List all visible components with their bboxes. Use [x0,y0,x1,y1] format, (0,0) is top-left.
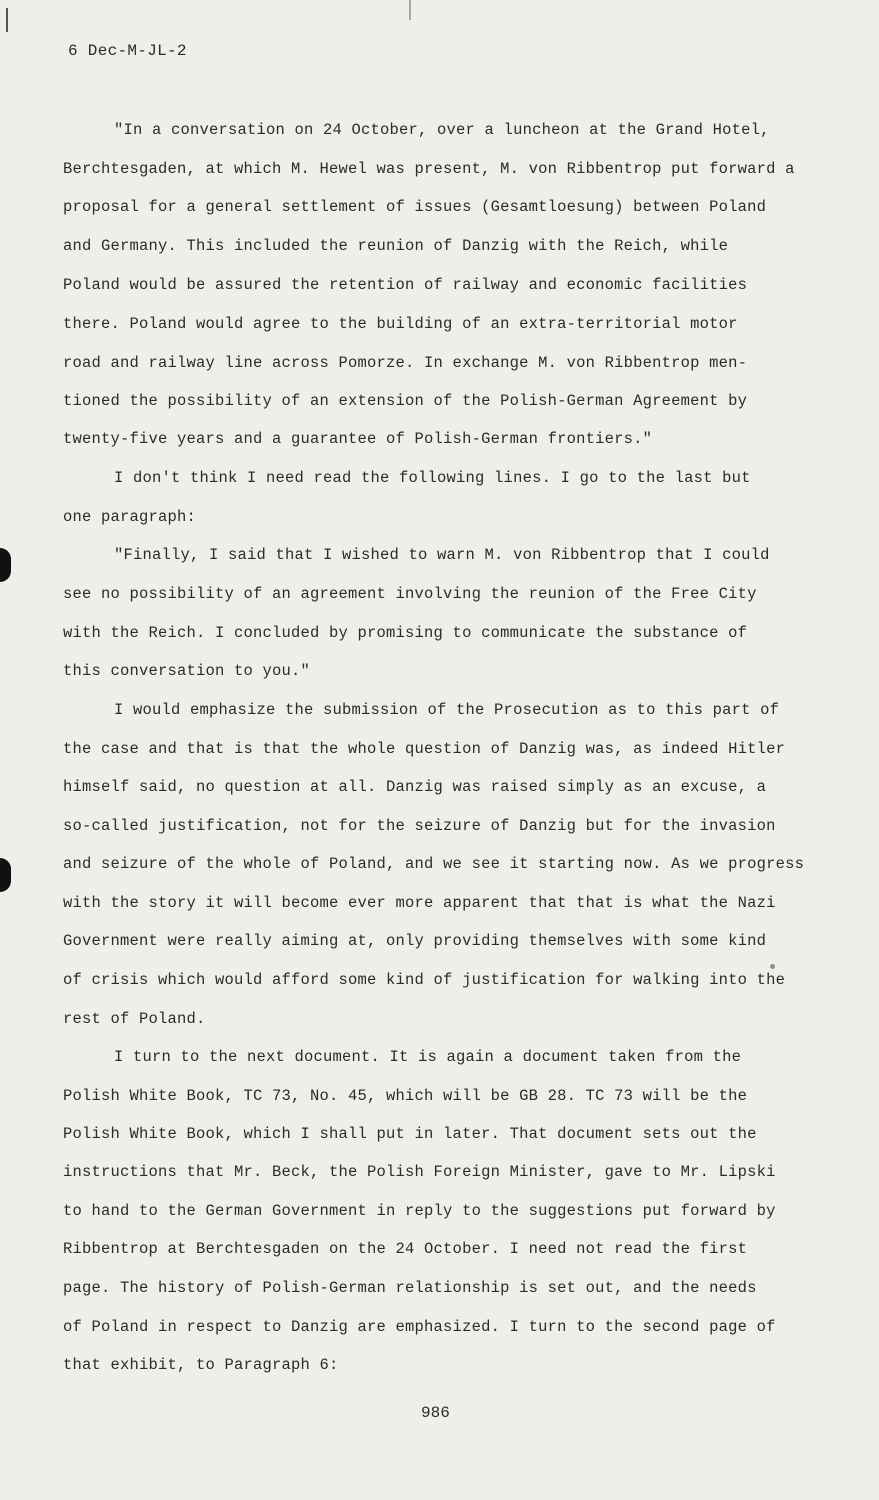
paragraph-4-line-1: I would emphasize the submission of the Prosecution as to this part of [114,701,780,719]
paragraph-4-line-9: rest of Poland. [63,1010,206,1028]
scan-mark [6,8,8,32]
paragraph-1-line-2: Berchtesgaden, at which M. Hewel was present, M. von Ribbentrop put forward a [63,160,795,178]
paragraph-1-line-5: Poland would be assured the retention of railway and economic facilities [63,276,748,294]
ink-dot [770,964,775,969]
paragraph-1-line-9: twenty-five years and a guarantee of Polish-German frontiers." [63,430,653,448]
paragraph-1-line-7: road and railway line across Pomorze. In exchange M. von Ribbentrop men- [63,354,748,372]
paragraph-5-line-6: Ribbentrop at Berchtesgaden on the 24 October. I need not read the first [63,1240,748,1258]
paragraph-3-line-1: "Finally, I said that I wished to warn M. von Ribbentrop that I could [114,546,770,564]
paragraph-5-line-3: Polish White Book, which I shall put in later. That document sets out the [63,1125,757,1143]
page-number: 986 [421,1404,450,1422]
paragraph-4-line-2: the case and that is that the whole question of Danzig was, as indeed Hitler [63,740,786,758]
punch-hole-upper [0,548,11,582]
paragraph-2-line-2: one paragraph: [63,508,197,526]
paragraph-1-line-6: there. Poland would agree to the building of an extra-territorial motor [63,315,738,333]
paragraph-4-line-8: of crisis which would afford some kind of justification for walking into the [63,971,786,989]
paragraph-4-line-5: and seizure of the whole of Poland, and we see it starting now. As we progress [63,855,805,873]
paragraph-3-line-4: this conversation to you." [63,662,311,680]
paragraph-3-line-3: with the Reich. I concluded by promising to communicate the substance of [63,624,748,642]
paragraph-5-line-8: of Poland in respect to Danzig are emphasized. I turn to the second page of [63,1318,776,1336]
paragraph-5-line-9: that exhibit, to Paragraph 6: [63,1356,339,1374]
punch-hole-lower [0,858,11,892]
paragraph-5-line-7: page. The history of Polish-German relationship is set out, and the needs [63,1279,757,1297]
paragraph-5-line-2: Polish White Book, TC 73, No. 45, which will be GB 28. TC 73 will be the [63,1087,748,1105]
paragraph-5-line-5: to hand to the German Government in reply to the suggestions put forward by [63,1202,776,1220]
paragraph-4-line-3: himself said, no question at all. Danzig was raised simply as an excuse, a [63,778,767,796]
paragraph-2-line-1: I don't think I need read the following lines. I go to the last but [114,469,751,487]
center-fold-mark [409,0,411,20]
paragraph-1-line-4: and Germany. This included the reunion of Danzig with the Reich, while [63,237,729,255]
paragraph-5-line-1: I turn to the next document. It is again a document taken from the [114,1048,742,1066]
paragraph-5-line-4: instructions that Mr. Beck, the Polish Foreign Minister, gave to Mr. Lipski [63,1163,776,1181]
paragraph-1-line-8: tioned the possibility of an extension of the Polish-German Agreement by [63,392,748,410]
paragraph-4-line-7: Government were really aiming at, only providing themselves with some kind [63,932,767,950]
paragraph-4-line-6: with the story it will become ever more apparent that that is what the Nazi [63,894,776,912]
document-header: 6 Dec-M-JL-2 [68,42,187,60]
paragraph-3-line-2: see no possibility of an agreement involving the reunion of the Free City [63,585,757,603]
paragraph-1-line-3: proposal for a general settlement of issues (Gesamtloesung) between Poland [63,198,767,216]
paragraph-4-line-4: so-called justification, not for the seizure of Danzig but for the invasion [63,817,776,835]
paragraph-1-line-1: "In a conversation on 24 October, over a luncheon at the Grand Hotel, [114,121,770,139]
